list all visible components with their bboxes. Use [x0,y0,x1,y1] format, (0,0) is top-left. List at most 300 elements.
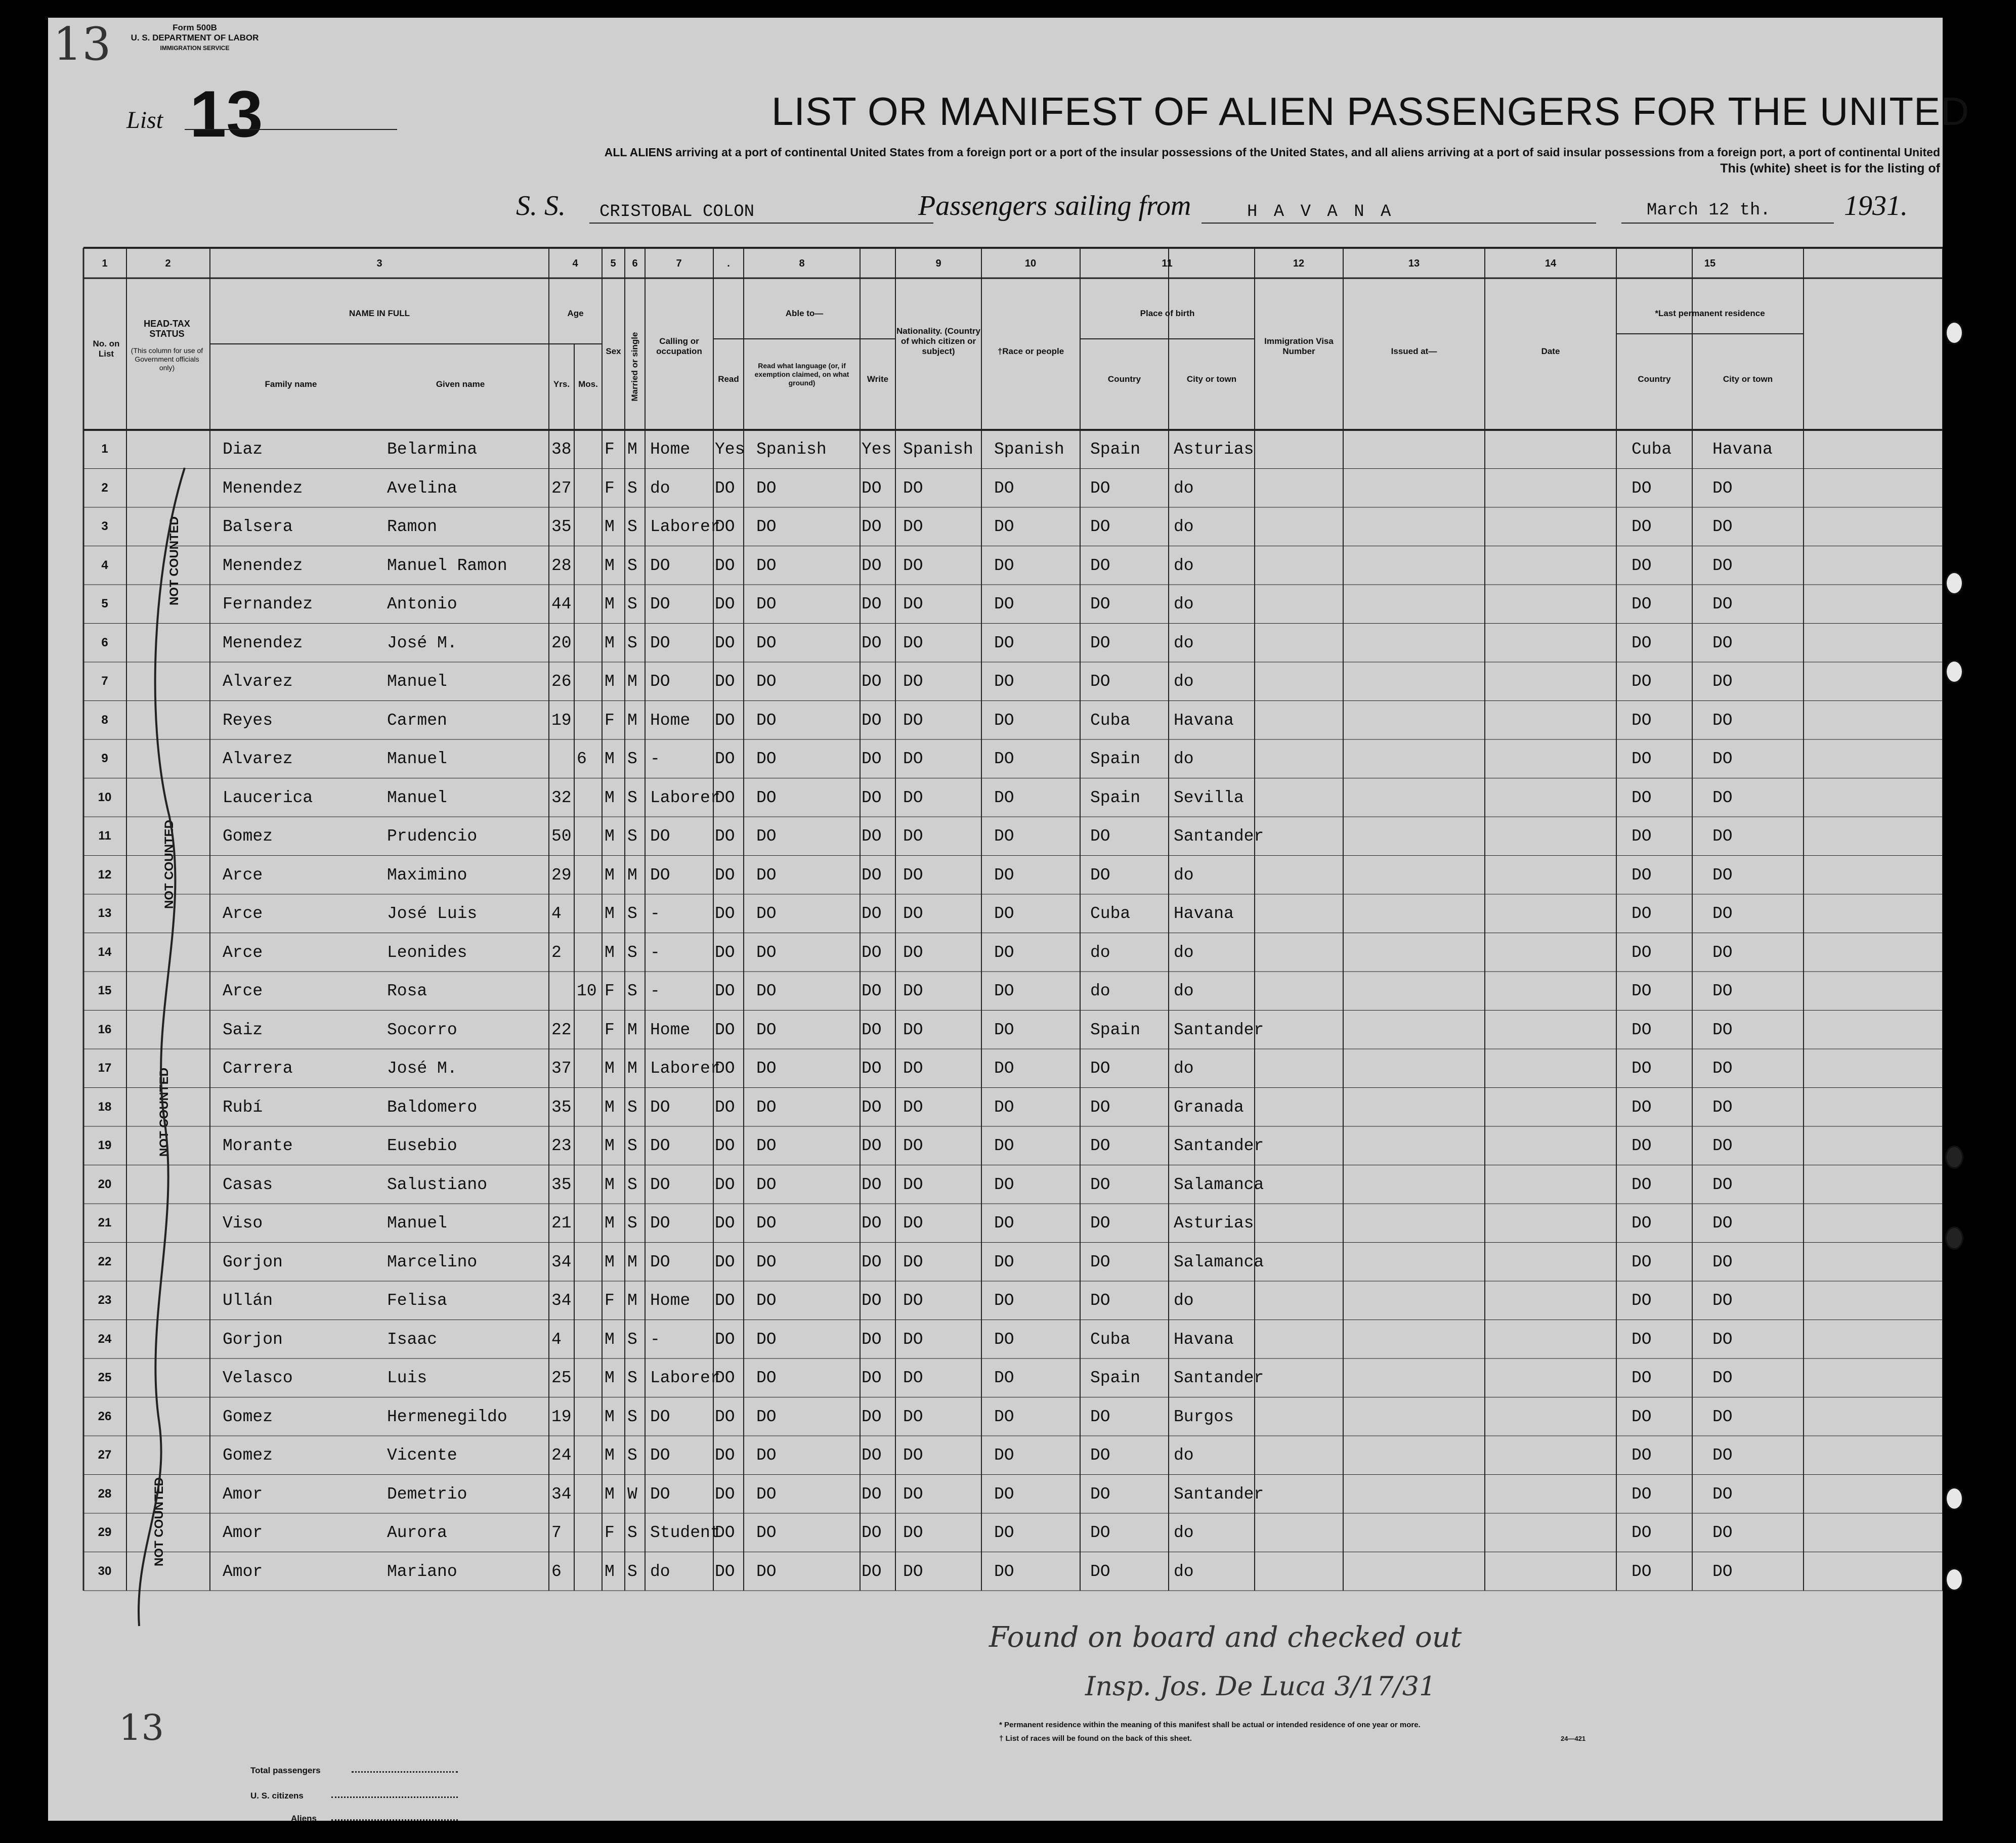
given-name-cell: Marcelino [387,1252,478,1271]
header-married-single: Married or single [630,332,639,402]
occupation-cell: DO [650,1407,670,1426]
occupation-cell: do [650,478,670,498]
head-tax-bracket [124,463,205,1636]
read-cell: DO [715,1446,735,1465]
read-language-cell: DO [756,1407,777,1426]
family-name-cell: Arce [223,865,263,885]
header-name-in-full: NAME IN FULL [349,309,410,318]
nationality-cell: DO [903,904,923,923]
given-name-cell: Manuel [387,1214,447,1233]
age-years-cell: 21 [551,1214,572,1233]
column-number: 12 [1293,258,1305,269]
write-cell: DO [862,943,882,962]
read-cell: DO [715,1020,735,1039]
age-months-cell: 6 [577,750,587,768]
residence-city-cell: DO [1712,788,1733,807]
race-cell: DO [994,1291,1014,1310]
nationality-cell: DO [903,1446,923,1465]
write-cell: DO [862,595,882,613]
nationality-cell: DO [903,1214,923,1233]
family-name-cell: Gorjon [223,1252,283,1271]
read-cell: DO [715,1369,735,1387]
family-name-cell: Carrera [223,1059,293,1078]
residence-country-cell: DO [1632,904,1652,923]
occupation-cell: Home [650,440,691,459]
birth-city-cell: do [1174,1059,1194,1078]
subtitle [402,144,1940,177]
row-number: 6 [101,635,108,649]
read-language-cell: DO [756,1484,777,1504]
subtitle-line-2: This (white) sheet is for the listing of [1720,161,1940,175]
ship-prefix: S. S. [516,190,566,222]
age-years-cell: 25 [551,1369,572,1387]
birth-country-cell: DO [1090,1407,1110,1426]
residence-city-cell: DO [1712,517,1733,536]
column-number: 2 [165,258,171,269]
race-cell: DO [994,1562,1014,1581]
write-cell: DO [862,1562,882,1581]
header-given-name: Given name [436,379,485,389]
given-name-cell: Avelina [387,478,457,498]
race-cell: DO [994,672,1014,691]
family-name-cell: Reyes [223,711,273,730]
read-language-cell: DO [756,982,777,1000]
residence-city-cell: DO [1712,595,1733,613]
residence-country-cell: DO [1632,517,1652,536]
family-name-cell: Gorjon [223,1330,283,1349]
nationality-cell: DO [903,827,923,846]
marital-status-cell: S [627,943,637,962]
age-years-cell: 22 [551,1020,572,1039]
residence-country-cell: DO [1632,478,1652,498]
birth-city-cell: do [1174,982,1194,1000]
corner-mark: 13 [53,18,111,71]
residence-country-cell: DO [1632,1175,1652,1194]
birth-city-cell: Santander [1174,827,1264,846]
sex-cell: M [605,943,615,962]
read-cell: DO [715,1098,735,1117]
sex-cell: F [605,1291,615,1310]
head-tax-stamp: NOT COUNTED [157,1068,171,1157]
age-years-cell: 50 [551,827,572,846]
birth-city-cell: do [1174,517,1194,536]
column-number: 14 [1545,258,1557,269]
given-name-cell: Eusebio [387,1136,457,1155]
occupation-cell: Home [650,1020,691,1039]
marital-status-cell: M [627,1059,637,1078]
header-no-on-list: No. on List [93,339,120,359]
birth-country-cell: DO [1090,556,1110,575]
row-number: 27 [98,1448,112,1462]
sex-cell: F [605,478,615,498]
read-cell: DO [715,750,735,768]
family-name-cell: Amor [223,1562,263,1581]
occupation-cell: Laborer [650,1369,720,1387]
sex-cell: M [605,1407,615,1426]
family-name-cell: Menendez [223,556,303,575]
read-language-cell: DO [756,1330,777,1349]
header-last-residence: *Last permanent residence [1655,309,1765,318]
marital-status-cell: S [627,1523,637,1542]
read-language-cell: DO [756,1562,777,1581]
read-cell: DO [715,1252,735,1271]
birth-city-cell: Asturias [1174,1214,1254,1233]
nationality-cell: DO [903,1020,923,1039]
race-cell: DO [994,595,1014,613]
birth-city-cell: do [1174,865,1194,885]
sex-cell: F [605,711,615,730]
sex-cell: M [605,595,615,613]
age-years-cell: 19 [551,1407,572,1426]
birth-city-cell: Santander [1174,1484,1264,1504]
sex-cell: M [605,1252,615,1271]
row-number: 13 [98,906,112,920]
occupation-cell: Student [650,1523,720,1542]
header-head-tax-note: (This column for use of Government officials only) [131,346,203,372]
residence-city-cell: Havana [1712,440,1773,459]
age-years-cell: 44 [551,595,572,613]
write-cell: DO [862,711,882,730]
column-number: 13 [1408,258,1420,269]
occupation-cell: DO [650,1175,670,1194]
row-number: 8 [101,713,108,727]
birth-city-cell: Salamanca [1174,1252,1264,1271]
residence-city-cell: DO [1712,1098,1733,1117]
birth-country-cell: Spain [1090,1020,1141,1039]
sex-cell: M [605,1446,615,1465]
nationality-cell: DO [903,1523,923,1542]
write-cell: DO [862,827,882,846]
marital-status-cell: S [627,982,637,1000]
write-cell: DO [862,1098,882,1117]
punch-hole [1945,1487,1963,1510]
birth-city-cell: do [1174,633,1194,652]
family-name-cell: Arce [223,904,263,923]
write-cell: DO [862,556,882,575]
row-number: 9 [101,752,108,765]
subtitle-line-1: ALL ALIENS arriving at a port of continental United States from a foreign port or a port of the insular possessions of the United States, and all aliens arriving at a port of said insular possessions from a foreign port, a port of continental United [604,146,1940,159]
header-visa-number: Immigration Visa Number [1264,336,1334,356]
date-underline [1621,223,1834,224]
marital-status-cell: M [627,1020,637,1039]
given-name-cell: Baldomero [387,1098,478,1117]
family-name-cell: Diaz [223,440,263,459]
birth-city-cell: Havana [1174,904,1234,923]
header-birth-country: Country [1107,374,1141,384]
birth-city-cell: do [1174,556,1194,575]
birth-city-cell: do [1174,672,1194,691]
given-name-cell: Ramon [387,517,438,536]
port-underline [1202,223,1596,224]
row-number: 1 [101,442,108,456]
write-cell: Yes [862,440,892,459]
marital-status-cell: S [627,1562,637,1581]
read-cell: DO [715,478,735,498]
given-name-cell: Maximino [387,865,467,885]
race-cell: DO [994,1523,1014,1542]
birth-country-cell: DO [1090,1059,1110,1078]
write-cell: DO [862,1136,882,1155]
write-cell: DO [862,1291,882,1310]
form-code: 24—421 [1561,1735,1586,1742]
sex-cell: M [605,1214,615,1233]
occupation-cell: DO [650,1214,670,1233]
row-number: 21 [98,1216,112,1230]
header-read: Read [718,374,739,384]
occupation-cell: DO [650,1252,670,1271]
write-cell: DO [862,865,882,885]
read-cell: DO [715,865,735,885]
row-number: 20 [98,1177,112,1191]
residence-country-cell: DO [1632,1484,1652,1504]
port-of-departure: H A V A N A [1247,202,1394,222]
residence-city-cell: DO [1712,1446,1733,1465]
header-read-language: Read what language (or, if exemption claimed, on what ground) [754,362,849,387]
family-name-cell: Gomez [223,1446,273,1465]
aliens-line [331,1819,458,1821]
birth-city-cell: Salamanca [1174,1175,1264,1194]
nationality-cell: DO [903,1175,923,1194]
read-language-cell: DO [756,1369,777,1387]
birth-country-cell: Cuba [1090,904,1131,923]
given-name-cell: Manuel Ramon [387,556,507,575]
birth-country-cell: DO [1090,865,1110,885]
write-cell: DO [862,1446,882,1465]
residence-city-cell: DO [1712,1175,1733,1194]
write-cell: DO [862,1214,882,1233]
family-name-cell: Morante [223,1136,293,1155]
residence-country-cell: DO [1632,1059,1652,1078]
age-years-cell: 37 [551,1059,572,1078]
birth-city-cell: do [1174,750,1194,768]
read-language-cell: DO [756,1252,777,1271]
family-name-cell: Arce [223,943,263,962]
read-cell: DO [715,1484,735,1504]
marital-status-cell: S [627,595,637,613]
write-cell: DO [862,750,882,768]
bottom-left-mark: 13 [119,1707,164,1748]
residence-country-cell: DO [1632,788,1652,807]
birth-city-cell: Sevilla [1174,788,1244,807]
residence-country-cell: DO [1632,1562,1652,1581]
read-cell: DO [715,517,735,536]
residence-country-cell: DO [1632,556,1652,575]
residence-country-cell: DO [1632,943,1652,962]
nationality-cell: DO [903,982,923,1000]
birth-country-cell: do [1090,943,1110,962]
birth-country-cell: Spain [1090,440,1141,459]
service: IMMIGRATION SERVICE [160,45,230,52]
given-name-cell: José M. [387,633,457,652]
family-name-cell: Balsera [223,517,293,536]
read-cell: DO [715,595,735,613]
residence-city-cell: DO [1712,982,1733,1000]
age-years-cell: 24 [551,1446,572,1465]
residence-city-cell: DO [1712,865,1733,885]
given-name-cell: Leonides [387,943,467,962]
header-write: Write [867,374,889,384]
marital-status-cell: M [627,865,637,885]
header-residence-country: Country [1638,374,1671,384]
head-tax-stamp: NOT COUNTED [167,516,181,605]
marital-status-cell: S [627,1446,637,1465]
read-cell: DO [715,711,735,730]
column-number: 10 [1024,258,1037,269]
residence-city-cell: DO [1712,1020,1733,1039]
birth-city-cell: Granada [1174,1098,1244,1117]
given-name-cell: Felisa [387,1291,447,1310]
residence-country-cell: DO [1632,1252,1652,1271]
occupation-cell: DO [650,672,670,691]
marital-status-cell: S [627,827,637,846]
marital-status-cell: M [627,1291,637,1310]
read-language-cell: DO [756,711,777,730]
family-name-cell: Viso [223,1214,263,1233]
column-number: . [727,258,730,269]
birth-city-cell: Santander [1174,1369,1264,1387]
occupation-cell: DO [650,1136,670,1155]
row-number: 3 [101,519,108,533]
header-family-name: Family name [265,379,317,389]
row-number: 29 [98,1525,112,1539]
age-years-cell: 7 [551,1523,562,1542]
sex-cell: M [605,1330,615,1349]
occupation-cell: DO [650,827,670,846]
sex-cell: M [605,1562,615,1581]
race-cell: Spanish [994,440,1064,459]
nationality-cell: DO [903,943,923,962]
given-name-cell: Carmen [387,711,447,730]
punch-hole [1945,660,1963,683]
race-cell: DO [994,1098,1014,1117]
residence-country-cell: DO [1632,827,1652,846]
read-language-cell: DO [756,865,777,885]
birth-country-cell: Cuba [1090,711,1131,730]
birth-city-cell: Santander [1174,1020,1264,1039]
read-language-cell: Spanish [756,440,827,459]
given-name-cell: José Luis [387,904,478,923]
occupation-cell: Laborer [650,517,720,536]
row-number: 4 [101,558,108,572]
read-language-cell: DO [756,788,777,807]
residence-city-cell: DO [1712,943,1733,962]
sex-cell: M [605,1059,615,1078]
family-name-cell: Menendez [223,478,303,498]
residence-country-cell: DO [1632,1407,1652,1426]
birth-country-cell: DO [1090,1291,1110,1310]
occupation-cell: Home [650,1291,691,1310]
marital-status-cell: S [627,1136,637,1155]
occupation-cell: DO [650,865,670,885]
age-years-cell: 35 [551,1175,572,1194]
birth-country-cell: DO [1090,1136,1110,1155]
residence-city-cell: DO [1712,711,1733,730]
read-language-cell: DO [756,517,777,536]
column-number: 7 [676,258,682,269]
nationality-cell: DO [903,1330,923,1349]
read-language-cell: DO [756,1175,777,1194]
row-number: 22 [98,1254,112,1268]
read-cell: DO [715,1291,735,1310]
age-years-cell: 38 [551,440,572,459]
nationality-cell: DO [903,556,923,575]
occupation-cell: - [650,1330,660,1349]
age-years-cell: 20 [551,633,572,652]
race-cell: DO [994,1330,1014,1349]
marital-status-cell: M [627,672,637,691]
read-cell: DO [715,1407,735,1426]
read-language-cell: DO [756,1098,777,1117]
punch-hole [1945,1226,1963,1250]
header-age-months: Mos. [578,379,598,389]
punch-hole [1945,572,1963,595]
header-sex: Sex [606,346,621,356]
marital-status-cell: S [627,788,637,807]
row-number: 25 [98,1371,112,1384]
residence-city-cell: DO [1712,1059,1733,1078]
header-birth-city: City or town [1186,374,1237,384]
row-number: 19 [98,1138,112,1152]
race-cell: DO [994,1020,1014,1039]
residence-city-cell: DO [1712,556,1733,575]
nationality-cell: DO [903,478,923,498]
header-age: Age [567,309,584,318]
race-cell: DO [994,1369,1014,1387]
write-cell: DO [862,1407,882,1426]
marital-status-cell: S [627,517,637,536]
column-number: 6 [632,258,638,269]
residence-country-cell: DO [1632,1136,1652,1155]
occupation-cell: DO [650,556,670,575]
read-cell: DO [715,1136,735,1155]
department: U. S. DEPARTMENT OF LABOR [131,33,259,42]
list-label: List [126,107,163,134]
header-calling: Calling or occupation [656,336,702,356]
write-cell: DO [862,1175,882,1194]
age-years-cell: 4 [551,1330,562,1349]
race-cell: DO [994,556,1014,575]
birth-country-cell: DO [1090,1523,1110,1542]
birth-city-cell: do [1174,1562,1194,1581]
read-language-cell: DO [756,595,777,613]
sex-cell: M [605,1175,615,1194]
occupation-cell: - [650,982,660,1000]
write-cell: DO [862,904,882,923]
nationality-cell: DO [903,1562,923,1581]
marital-status-cell: S [627,1098,637,1117]
write-cell: DO [862,517,882,536]
row-number: 2 [101,480,108,495]
read-cell: DO [715,633,735,652]
column-number: 9 [935,258,941,269]
given-name-cell: Aurora [387,1523,447,1542]
family-name-cell: Gomez [223,827,273,846]
write-cell: DO [862,1523,882,1542]
list-number: 13 [190,77,263,151]
birth-country-cell: DO [1090,672,1110,691]
residence-city-cell: DO [1712,1252,1733,1271]
occupation-cell: DO [650,595,670,613]
nationality-cell: DO [903,633,923,652]
residence-city-cell: DO [1712,1214,1733,1233]
header-age-years: Yrs. [553,379,570,389]
row-number: 12 [98,867,112,882]
nationality-cell: DO [903,865,923,885]
sex-cell: M [605,672,615,691]
birth-country-cell: Spain [1090,1369,1141,1387]
read-language-cell: DO [756,904,777,923]
us-citizens-label: U. S. citizens [250,1791,304,1801]
